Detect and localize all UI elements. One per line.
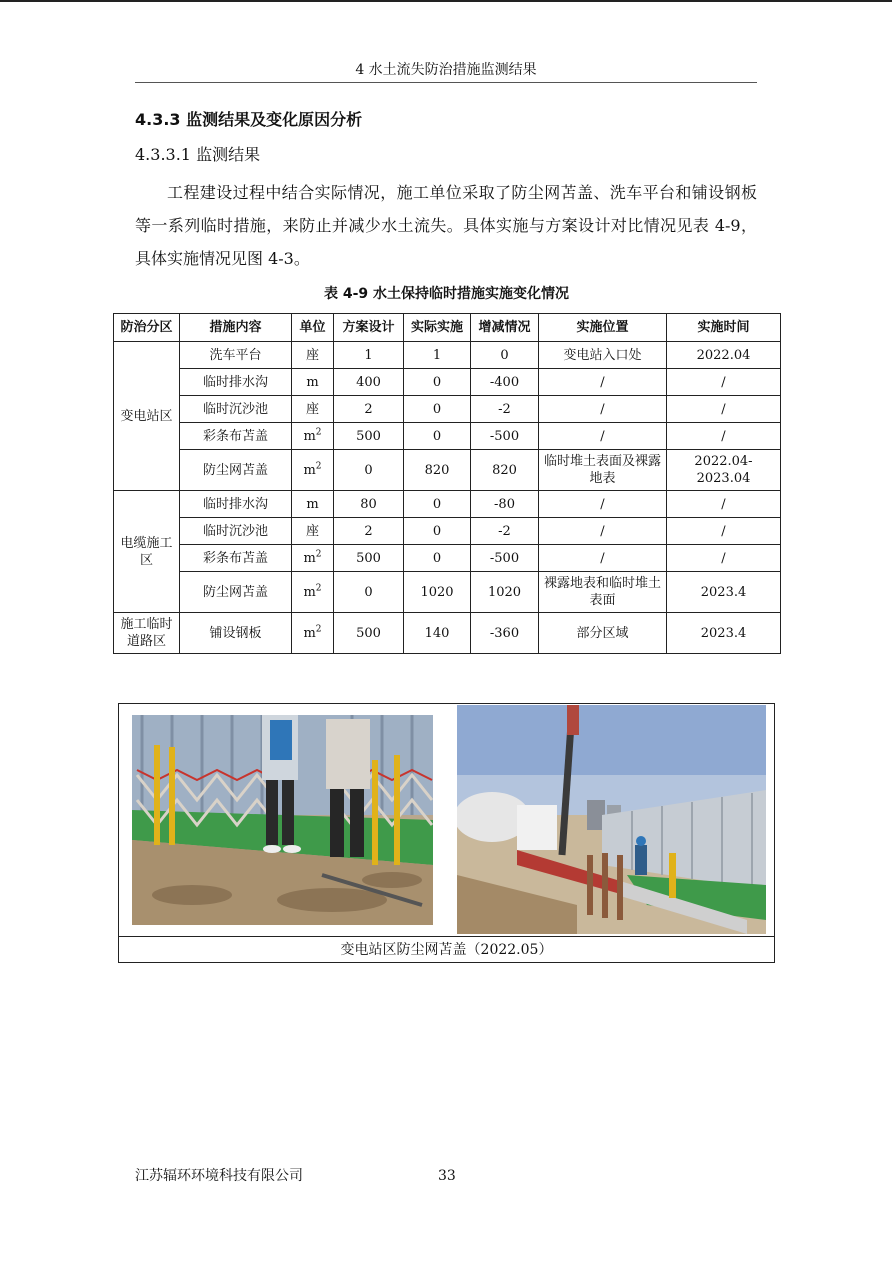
table-row: [114, 613, 781, 654]
page-header: 4 水土流失防治措施监测结果: [135, 60, 757, 83]
time-cell: 2022.04-2023.04: [667, 450, 781, 491]
time-cell: 2023.4: [667, 613, 781, 654]
measure-cell: 防尘网苫盖: [180, 572, 292, 613]
section-title: 4.3.3 监测结果及变化原因分析: [135, 110, 363, 129]
table-header-row: [114, 314, 781, 342]
change-cell: 0: [471, 342, 539, 369]
actual-cell: 0: [404, 369, 471, 396]
actual-cell: 1: [404, 342, 471, 369]
page-top-border: [0, 0, 892, 2]
unit-text: m: [303, 550, 316, 566]
unit-superscript: 2: [315, 549, 322, 560]
table-row: [114, 369, 781, 396]
location-cell: 部分区域: [539, 613, 667, 654]
measure-cell: 临时沉沙池: [180, 518, 292, 545]
unit-text: 座: [305, 523, 319, 539]
measure-cell: 临时排水沟: [180, 369, 292, 396]
actual-cell: 0: [404, 423, 471, 450]
measure-cell: 彩条布苫盖: [180, 423, 292, 450]
location-cell: /: [539, 545, 667, 572]
location-cell: /: [539, 518, 667, 545]
change-cell: -2: [471, 518, 539, 545]
time-cell: /: [667, 423, 781, 450]
time-cell: /: [667, 545, 781, 572]
measure-cell: 临时排水沟: [180, 491, 292, 518]
location-cell: /: [539, 423, 667, 450]
actual-cell: 0: [404, 545, 471, 572]
table-body: [114, 342, 781, 654]
table-row: [114, 342, 781, 369]
location-cell: 裸露地表和临时堆土表面: [539, 572, 667, 613]
design-cell: 2: [334, 396, 404, 423]
measures-table: [113, 313, 781, 654]
header-cell: 措施内容: [180, 314, 292, 342]
change-cell: 1020: [471, 572, 539, 613]
measure-cell: 洗车平台: [180, 342, 292, 369]
table-caption: 表 4-9 水土保持临时措施实施变化情况: [323, 286, 570, 302]
figure-box: [118, 703, 775, 963]
unit-cell: [292, 491, 334, 518]
table-row: [114, 396, 781, 423]
unit-text: 座: [305, 401, 319, 417]
unit-text: m: [306, 496, 319, 512]
zone-cell: 电缆施工区: [114, 491, 180, 613]
time-cell: 2022.04: [667, 342, 781, 369]
header-cell: 实施时间: [667, 314, 781, 342]
time-cell: /: [667, 491, 781, 518]
unit-text: m: [303, 584, 316, 600]
design-cell: 500: [334, 613, 404, 654]
actual-cell: 0: [404, 518, 471, 545]
change-cell: -360: [471, 613, 539, 654]
design-cell: 80: [334, 491, 404, 518]
unit-text: m: [303, 462, 316, 478]
location-cell: /: [539, 491, 667, 518]
header-cell: 防治分区: [114, 314, 180, 342]
unit-text: 座: [305, 347, 319, 363]
actual-cell: 0: [404, 491, 471, 518]
design-cell: 1: [334, 342, 404, 369]
header-cell: 实施位置: [539, 314, 667, 342]
unit-cell: [292, 450, 334, 491]
page-number: 33: [438, 1168, 456, 1184]
change-cell: -500: [471, 545, 539, 572]
footer-company: 江苏辐环环境科技有限公司: [135, 1168, 303, 1184]
location-cell: 临时堆土表面及裸露地表: [539, 450, 667, 491]
location-cell: 变电站入口处: [539, 342, 667, 369]
unit-text: m: [303, 428, 316, 444]
zone-cell: 变电站区: [114, 342, 180, 491]
time-cell: /: [667, 396, 781, 423]
table-row: [114, 545, 781, 572]
unit-superscript: 2: [315, 583, 322, 594]
time-cell: 2023.4: [667, 572, 781, 613]
unit-cell: [292, 423, 334, 450]
subsection-title: 4.3.3.1 监测结果: [135, 145, 261, 164]
unit-cell: [292, 518, 334, 545]
table-row: [114, 518, 781, 545]
unit-cell: [292, 613, 334, 654]
unit-superscript: 2: [315, 427, 322, 438]
time-cell: /: [667, 518, 781, 545]
actual-cell: 820: [404, 450, 471, 491]
table-row: [114, 450, 781, 491]
table-row: [114, 423, 781, 450]
change-cell: -400: [471, 369, 539, 396]
header-cell: 实际实施: [404, 314, 471, 342]
change-cell: -500: [471, 423, 539, 450]
actual-cell: 1020: [404, 572, 471, 613]
header-cell: 单位: [292, 314, 334, 342]
unit-cell: [292, 545, 334, 572]
location-cell: /: [539, 396, 667, 423]
change-cell: 820: [471, 450, 539, 491]
figure-caption: 变电站区防尘网苫盖（2022.05）: [119, 936, 774, 963]
zone-cell: 施工临时道路区: [114, 613, 180, 654]
site-photo-left: [132, 715, 433, 925]
measure-cell: 临时沉沙池: [180, 396, 292, 423]
design-cell: 500: [334, 423, 404, 450]
unit-text: m: [306, 374, 319, 390]
unit-cell: [292, 342, 334, 369]
design-cell: 400: [334, 369, 404, 396]
unit-superscript: 2: [315, 624, 322, 635]
table-row: [114, 491, 781, 518]
unit-cell: [292, 369, 334, 396]
actual-cell: 140: [404, 613, 471, 654]
body-paragraph: 工程建设过程中结合实际情况，施工单位采取了防尘网苫盖、洗车平台和铺设钢板等一系列临时措施，来防止并减少水土流失。具体实施与方案设计对比情况见表 4-9，具体实施情况见图 4-3。: [135, 183, 757, 268]
change-cell: -2: [471, 396, 539, 423]
unit-cell: [292, 572, 334, 613]
table-row: [114, 572, 781, 613]
design-cell: 0: [334, 450, 404, 491]
unit-superscript: 2: [315, 461, 322, 472]
unit-text: m: [303, 625, 316, 641]
measure-cell: 彩条布苫盖: [180, 545, 292, 572]
site-photo-right: [457, 705, 766, 934]
design-cell: 500: [334, 545, 404, 572]
change-cell: -80: [471, 491, 539, 518]
actual-cell: 0: [404, 396, 471, 423]
location-cell: /: [539, 369, 667, 396]
unit-cell: [292, 396, 334, 423]
design-cell: 2: [334, 518, 404, 545]
header-cell: 方案设计: [334, 314, 404, 342]
time-cell: /: [667, 369, 781, 396]
header-cell: 增减情况: [471, 314, 539, 342]
measure-cell: 铺设钢板: [180, 613, 292, 654]
measure-cell: 防尘网苫盖: [180, 450, 292, 491]
design-cell: 0: [334, 572, 404, 613]
